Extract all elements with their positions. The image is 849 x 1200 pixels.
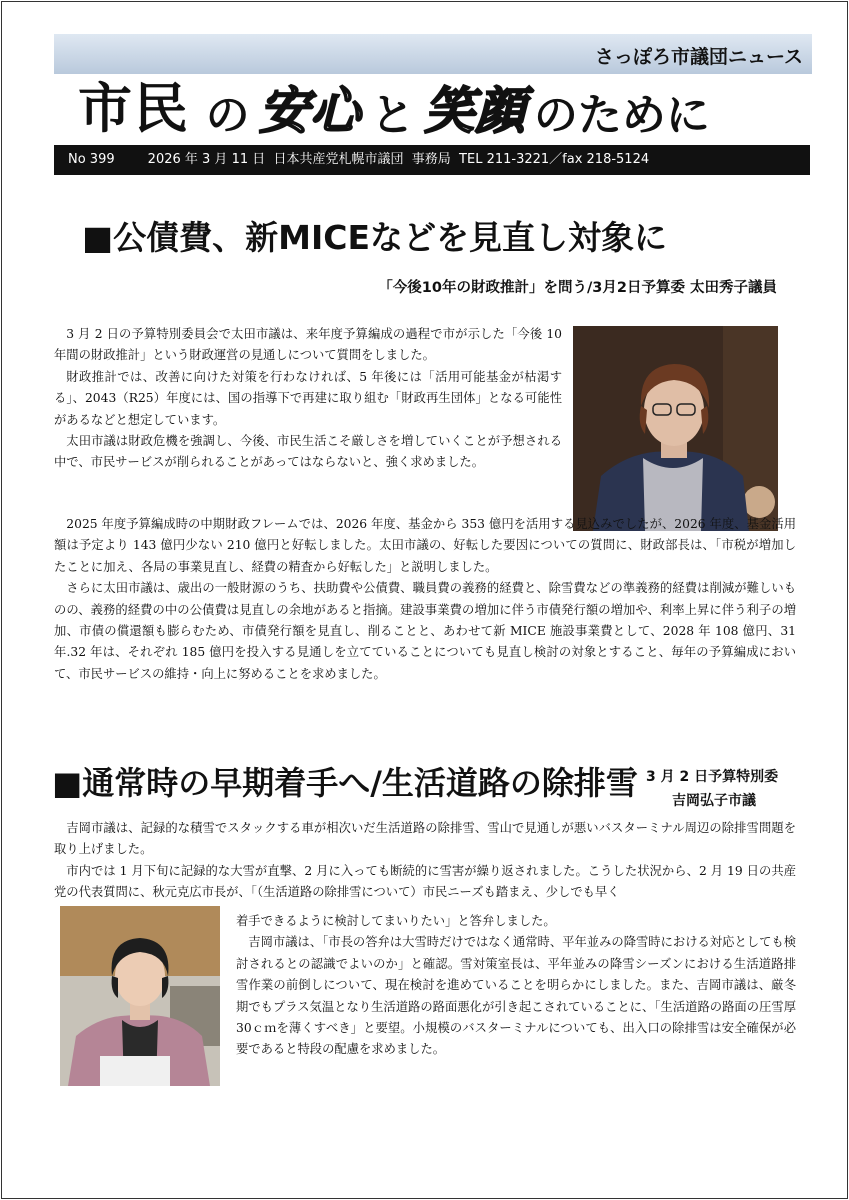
title-part: 市民	[78, 77, 190, 140]
paragraph: 太田市議は財政危機を強調し、今後、市民生活こそ厳しさを増していくことが予想される中で、市民サービスが削られることがあってはならないと、強く求めました。	[54, 434, 562, 470]
article2-body-narrow	[236, 911, 796, 1061]
title-part: の	[205, 90, 250, 141]
article2-subtitle-councilor: 吉岡弘子市議	[672, 793, 756, 809]
article1-body-narrow	[54, 324, 562, 474]
paragraph: 吉岡市議は、「市長の答弁は大雪時だけではなく通常時、平年並みの降雪時における対応としても検討されるとの認識でよいのか」と確認。雪対策室長は、平年並みの降雪シーズンにおける生活道路排雪作業の前倒しについて、現在検討を進めていることを明らかにしました。また、吉岡市議は、厳冬期でもプラス気温となり生活道路の路面悪化が引き起こされていることに、「生活道路の路面の圧雪厚 30ｃｍを薄くすべき」と要望。小規模のバスターミナルについても、出入口の除排雪は安全確保が必要であると特段の配慮を求めました。	[236, 935, 796, 1057]
photo-yoshioka-councilor	[60, 906, 220, 1086]
article2-headline: ■通常時の早期着手へ/生活道路の除排雪	[52, 764, 638, 802]
issue-info-bar: No 399 2026 年 3 月 11 日 日本共産党札幌市議団 事務局 TEL 211-3221／fax 218-5124	[54, 145, 810, 175]
newsletter-title	[78, 66, 710, 141]
article1-body-wide	[54, 514, 796, 685]
paragraph: 3 月 2 日の予算特別委員会で太田市議は、来年度予算編成の過程で市が示した「今後 10 年間の財政推計」という財政運営の見通しについて質問をしました。	[54, 327, 562, 363]
article2-subtitle-date: 3 月 2 日予算特別委	[646, 769, 779, 785]
paragraph: 吉岡市議は、記録的な積雪でスタックする車が相次いだ生活道路の除排雪、雪山で見通しが悪いバスターミナル周辺の除排雪問題を取り上げました。	[54, 821, 796, 857]
paragraph: 財政推計では、改善に向けた対策を行わなければ、5 年後には「活用可能基金が枯渇する」、2043（R25）年度には、国の指導下で再建に取り組む「財政再生団体」となる可能性があるなどと想定しています。	[54, 369, 562, 427]
title-part: のために	[533, 90, 710, 141]
title-part: 安心	[259, 82, 362, 140]
article2-body-wide	[54, 818, 796, 904]
article1-headline: ■公債費、新MICEなどを見直し対象に	[82, 218, 668, 257]
paragraph: 市内では 1 月下旬に記録的な大雪が直撃、2 月に入っても断続的に雪害が繰り返されました。こうした状況から、2 月 19 日の共産党の代表質問に、秋元克広市長が、「（生活道路の除排雪について）市民ニーズも踏まえ、少しでも早く	[54, 863, 796, 900]
photo-ota-councilor	[573, 326, 778, 531]
newsletter-brand: さっぽろ市議団ニュース	[594, 46, 803, 68]
paragraph: 2025 年度予算編成時の中期財政フレームでは、2026 年度、基金から 353 億円を活用する見込みでしたが、2026 年度、基金活用額は予定より 143 億円少ない 210 億円と好転しました。太田市議の、好転した要因についての質問に、財政部長は、「市税が増加したことに加え、各局の事業見直し、経費の精査から好転した」と説明しました。	[54, 517, 796, 574]
title-part: と	[370, 90, 415, 141]
article1-subtitle: 「今後10年の財政推計」を問う/3月2日予算委 太田秀子議員	[378, 280, 777, 296]
title-part: 笑顔	[424, 82, 527, 140]
paragraph: 着手できるように検討してまいりたい」と答弁しました。	[236, 914, 556, 928]
paragraph: さらに太田市議は、歳出の一般財源のうち、扶助費や公債費、職員費の義務的経費と、除雪費などの準義務的経費は削減が難しいものの、義務的経費の中の公債費は見直しの余地があると指摘。建設事業費の増加に伴う市債発行額の増加や、利率上昇に伴う利子の増加、市債の償還額も膨らむため、市債発行額を見直し、削ることと、あわせて新 MICE 施設事業費として、2028 年 108 億円、31 年.32 年は、それぞれ 185 億円を投入する見通しを立てていることについても見直し検討の対象とすること、毎年の予算編成において、市民サービスの維持・向上に努めることを求めました。	[54, 581, 796, 681]
